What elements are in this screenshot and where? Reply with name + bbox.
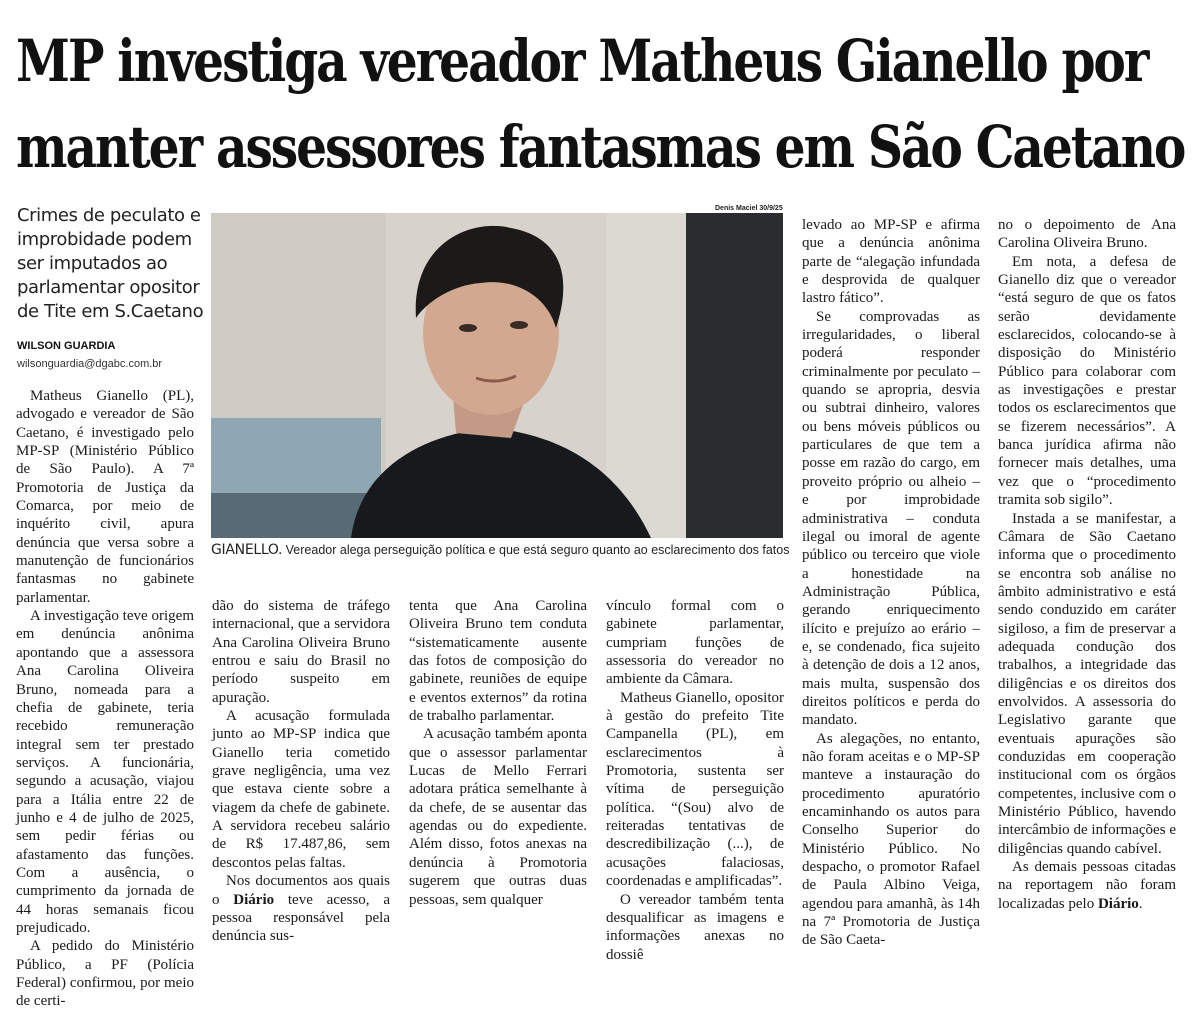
- caption-lead: GIANELLO.: [211, 542, 283, 558]
- article-paragraph: levado ao MP-SP e afirma que a denúncia anônima parte de “alegação infundada e desprovida de qualquer lastro fático”.: [802, 217, 980, 307]
- article-column-1: [16, 387, 194, 1011]
- article-paragraph: dão do sistema de tráfego internacional, que a servidora Ana Carolina Oliveira Bruno entrou e saiu do Brasil no período suspeito em apuração.: [212, 598, 390, 706]
- article-paragraph: [212, 872, 390, 945]
- article-paragraph: A pedido do Ministério Público, a PF (Polícia Federal) confirmou, por meio de certi-: [16, 938, 194, 1010]
- text-run: As demais pessoas citadas na reportagem não foram localizadas pelo: [998, 859, 1176, 912]
- article-paragraph: O vereador também tenta desqualificar as imagens e informações anexas no dossiê: [606, 891, 784, 963]
- article-column-4: [606, 597, 784, 964]
- article-paragraph: Instada a se manifestar, a Câmara de São Caetano informa que o procedimento se encontra sob análise no âmbito administrativo e está sendo conduzido em caráter sigiloso, a fim de preservar a adequada condução dos trabalhos, a integridade das diligências e os direitos dos envolvidos. A assessoria do Legislativo garante que eventuais apurações são conduzidas em cooperação institucional com os órgãos competentes, inclusive com o Ministério Público, havendo intercâmbio de informações e diligências quando cabível.: [998, 510, 1176, 857]
- article-paragraph: Matheus Gianello (PL), advogado e vereador de São Caetano, é investigado pelo MP-SP (Ministério Público de São Paulo). A 7ª Promotoria de Justiça da Comarca, por meio de inquérito civil, apura denúncia que versa sobre a manutenção de funcionários fantasmas no gabinete parlamentar.: [16, 388, 194, 606]
- news-photo: [211, 213, 783, 538]
- deck-line: Crimes de peculato e: [17, 205, 201, 226]
- article-paragraph: A acusação formulada junto ao MP-SP indica que Gianello teria cometido grave negligência, uma vez que estava ciente sobre a viagem da chefe de gabinete. A servidora recebeu salário de R$ 17.487,86, sem descontos pelas faltas.: [212, 708, 390, 871]
- photo-credit: Denis Maciel 30/9/25: [715, 205, 783, 212]
- newspaper-name: Diário: [233, 891, 275, 908]
- newspaper-name: Diário: [1097, 895, 1139, 912]
- deck-line: parlamentar opositor: [17, 277, 200, 298]
- text-run: teve acesso, a pessoa responsável pela denúncia sus-: [212, 891, 390, 945]
- deck-line: de Tite em S.Caetano: [17, 301, 204, 322]
- caption-text: Vereador alega perseguição política e que está seguro quanto ao esclarecimento dos fatos: [282, 543, 790, 557]
- article-column-2: [212, 597, 390, 946]
- headline-line-2: manter assessores fantasmas em São Caetano: [16, 113, 1185, 181]
- article-paragraph: no o depoimento de Ana Carolina Oliveira Bruno.: [998, 217, 1176, 252]
- byline-author: WILSON GUARDIA: [17, 340, 116, 352]
- text-run: .: [1138, 895, 1143, 912]
- headline: [16, 18, 1185, 190]
- article-paragraph: [998, 858, 1176, 913]
- article-paragraph: Em nota, a defesa de Gianello diz que o vereador “está seguro de que os fatos serão devidamente esclarecidos, colocando-se à disposição do Ministério Público para colaborar com as investigações e prestar todos os esclarecimentos que se fizerem necessários”. A banca jurídica afirma não fornecer mais detalhes, uma vez que o “procedimento tramita sob sigilo”.: [998, 253, 1176, 509]
- article-column-3: [409, 597, 587, 909]
- deck: [17, 204, 207, 324]
- photo-caption: [211, 542, 790, 558]
- article-paragraph: vínculo formal com o gabinete parlamentar, cumpriam funções de assessoria do vereador no ambiente da Câmara.: [606, 598, 784, 688]
- article-paragraph: As alegações, no entanto, não foram aceitas e o MP-SP manteve a instauração do procedimento apuratório encaminhando os autos para Conselho Superior do Ministério Público. No despacho, o promotor Rafael de Paula Albino Veiga, agendou para amanhã, às 14h na 7ª Promotoria de Justiça de São Caeta-: [802, 730, 980, 949]
- article-paragraph: A investigação teve origem em denúncia anônima apontando que a assessora Ana Carolina Oliveira Bruno, nomeada para a chefia de gabinete, teria recebido remuneração integral sem ter prestado serviços. A funcionária, segundo a acusação, viajou para a Itália entre 22 de junho e 4 de julho de 2025, sem pedir férias ou afastamento das funções. Com a ausência, o cumprimento da jornada de 44 horas semanais ficou prejudicado.: [16, 608, 194, 936]
- photo-illustration: [211, 213, 783, 538]
- deck-line: ser imputados ao: [17, 253, 168, 274]
- deck-line: improbidade podem: [17, 229, 192, 250]
- article-column-5: [802, 216, 980, 950]
- article-paragraph: Matheus Gianello, opositor à gestão do prefeito Tite Campanella (PL), em esclarecimentos à Promotoria, sustenta ser vítima de perseguição política. “(Sou) alvo de reiteradas tentativas de descredibilização (...), de acusações falaciosas, coordenadas e amplificadas”.: [606, 689, 784, 890]
- text-run: Nos documentos aos quais o: [212, 873, 390, 908]
- byline-email: wilsonguardia@dgabc.com.br: [17, 358, 163, 370]
- article-column-6: [998, 216, 1176, 913]
- article-paragraph: Se comprovadas as irregularidades, o liberal poderá responder criminalmente por peculato – quando se apropria, desvia ou subtrai dinheiro, valores ou bens móveis públicos ou particulares de que tem a posse em razão do cargo, em proveito próprio ou alheio – e por improbidade administrativa – conduta ilegal ou imoral de agente público ou terceiro que viole a honestidade na Administração Pública, gerando enriquecimento ilícito e prejuízo ao erário – e, se condenado, fica sujeito à detenção de dois a 12 anos, mais multa, suspensão dos direitos políticos e perda do mandato.: [802, 308, 980, 729]
- headline-line-1: MP investiga vereador Matheus Gianello por: [16, 27, 1148, 95]
- article-paragraph: tenta que Ana Carolina Oliveira Bruno tem conduta “sistematicamente ausente das fotos de composição do gabinete, reuniões de equipe e eventos externos” da rotina de trabalho parlamentar.: [409, 598, 587, 725]
- article-paragraph: A acusação também aponta que o assessor parlamentar Lucas de Mello Ferrari adotara prática semelhante à da chefe, de se ausentar das agendas ou do expediente. Além disso, fotos anexas na denúncia à Promotoria sugerem que outras duas pessoas, sem qualquer: [409, 726, 587, 908]
